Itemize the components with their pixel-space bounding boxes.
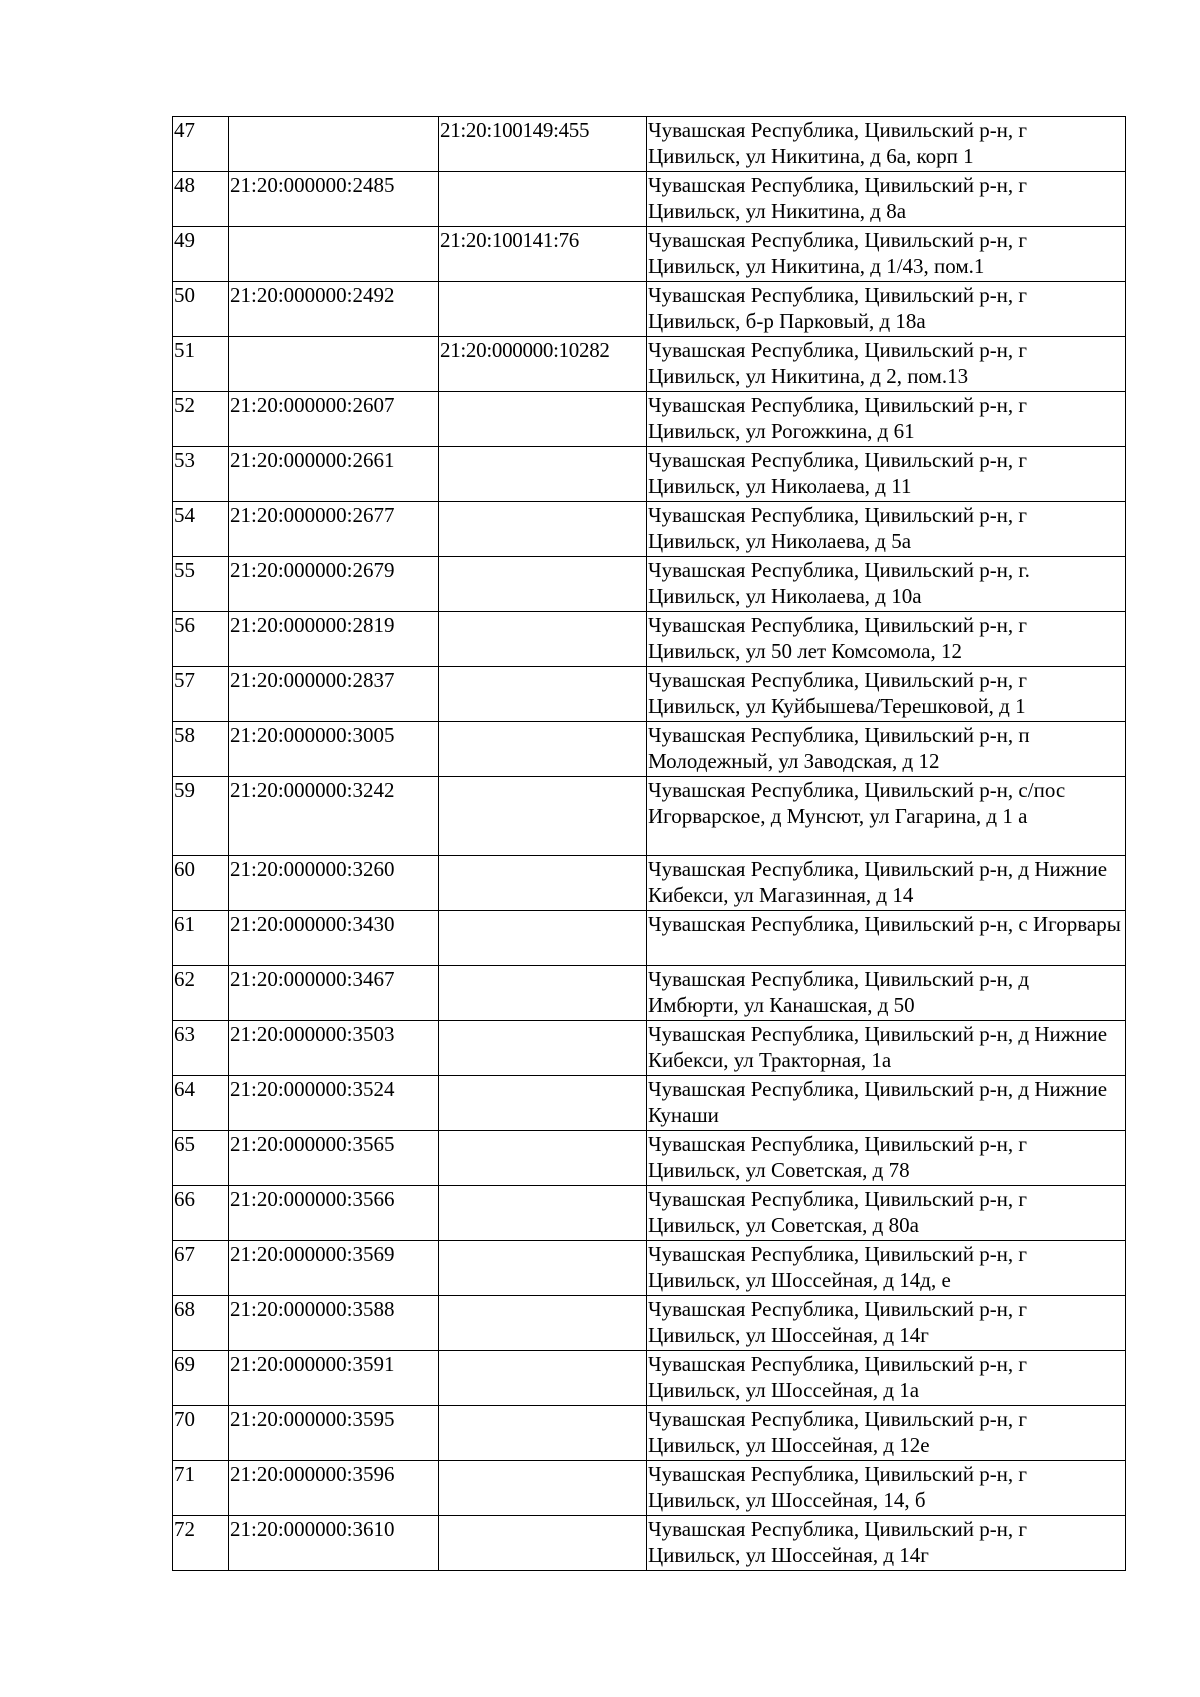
- table-row: [173, 1241, 1126, 1296]
- row-number-cell: 60: [173, 856, 229, 911]
- address-cell: Чувашская Республика, Цивильский р-н, г. Цивильск, ул Николаева, д 10а: [647, 557, 1126, 612]
- cadastral-number-cell: 21:20:000000:3524: [229, 1076, 439, 1131]
- room-cadastral-number-cell: [439, 502, 647, 557]
- row-number-cell: 71: [173, 1461, 229, 1516]
- table-row: [173, 966, 1126, 1021]
- table-row: [173, 1021, 1126, 1076]
- room-cadastral-number-cell: [439, 282, 647, 337]
- table-row: [173, 612, 1126, 667]
- row-number-cell: 55: [173, 557, 229, 612]
- room-cadastral-number-cell: [439, 1461, 647, 1516]
- row-number-cell: 49: [173, 227, 229, 282]
- table-row: [173, 1186, 1126, 1241]
- cadastral-number-cell: 21:20:000000:2837: [229, 667, 439, 722]
- address-cell: Чувашская Республика, Цивильский р-н, г Цивильск, ул Никитина, д 2, пом.13: [647, 337, 1126, 392]
- room-cadastral-number-cell: [439, 911, 647, 966]
- cadastral-number-cell: 21:20:000000:3595: [229, 1406, 439, 1461]
- cadastral-number-cell: 21:20:000000:2492: [229, 282, 439, 337]
- table-row: [173, 1461, 1126, 1516]
- address-cell: Чувашская Республика, Цивильский р-н, г Цивильск, ул Шоссейная, д 1а: [647, 1351, 1126, 1406]
- room-cadastral-number-cell: [439, 1186, 647, 1241]
- address-cell: Чувашская Республика, Цивильский р-н, с Игорвары: [647, 911, 1126, 966]
- room-cadastral-number-cell: 21:20:100149:455: [439, 117, 647, 172]
- cadastral-number-cell: 21:20:000000:3430: [229, 911, 439, 966]
- room-cadastral-number-cell: [439, 612, 647, 667]
- room-cadastral-number-cell: [439, 1296, 647, 1351]
- room-cadastral-number-cell: 21:20:100141:76: [439, 227, 647, 282]
- room-cadastral-number-cell: [439, 1351, 647, 1406]
- table-row: [173, 227, 1126, 282]
- row-number-cell: 51: [173, 337, 229, 392]
- address-cell: Чувашская Республика, Цивильский р-н, г Цивильск, ул Советская, д 80а: [647, 1186, 1126, 1241]
- room-cadastral-number-cell: [439, 1241, 647, 1296]
- address-cell: Чувашская Республика, Цивильский р-н, д Нижние Кибекси, ул Тракторная, 1а: [647, 1021, 1126, 1076]
- row-number-cell: 47: [173, 117, 229, 172]
- table-row: [173, 1351, 1126, 1406]
- cadastral-number-cell: 21:20:000000:2679: [229, 557, 439, 612]
- cadastral-number-cell: 21:20:000000:3005: [229, 722, 439, 777]
- cadastral-number-cell: 21:20:000000:3588: [229, 1296, 439, 1351]
- row-number-cell: 72: [173, 1516, 229, 1571]
- address-cell: Чувашская Республика, Цивильский р-н, г Цивильск, ул Шоссейная, д 14д, е: [647, 1241, 1126, 1296]
- address-cell: Чувашская Республика, Цивильский р-н, г Цивильск, ул Советская, д 78: [647, 1131, 1126, 1186]
- cadastral-number-cell: 21:20:000000:3591: [229, 1351, 439, 1406]
- table-row: [173, 1131, 1126, 1186]
- room-cadastral-number-cell: [439, 966, 647, 1021]
- room-cadastral-number-cell: [439, 1516, 647, 1571]
- address-cell: Чувашская Республика, Цивильский р-н, г Цивильск, б-р Парковый, д 18а: [647, 282, 1126, 337]
- address-cell: Чувашская Республика, Цивильский р-н, г Цивильск, ул Николаева, д 5а: [647, 502, 1126, 557]
- cadastral-number-cell: 21:20:000000:3260: [229, 856, 439, 911]
- address-cell: Чувашская Республика, Цивильский р-н, г Цивильск, ул Николаева, д 11: [647, 447, 1126, 502]
- address-cell: Чувашская Республика, Цивильский р-н, д Нижние Кунаши: [647, 1076, 1126, 1131]
- table-row: [173, 1076, 1126, 1131]
- table-row: [173, 557, 1126, 612]
- cadastral-number-cell: [229, 117, 439, 172]
- row-number-cell: 65: [173, 1131, 229, 1186]
- table-row: [173, 1406, 1126, 1461]
- address-cell: Чувашская Республика, Цивильский р-н, г Цивильск, ул Никитина, д 1/43, пом.1: [647, 227, 1126, 282]
- address-cell: Чувашская Республика, Цивильский р-н, п Молодежный, ул Заводская, д 12: [647, 722, 1126, 777]
- room-cadastral-number-cell: [439, 856, 647, 911]
- cadastral-number-cell: 21:20:000000:2677: [229, 502, 439, 557]
- address-cell: Чувашская Республика, Цивильский р-н, г Цивильск, ул Шоссейная, д 14г: [647, 1516, 1126, 1571]
- cadastral-number-cell: 21:20:000000:3596: [229, 1461, 439, 1516]
- address-cell: Чувашская Республика, Цивильский р-н, г Цивильск, ул 50 лет Комсомола, 12: [647, 612, 1126, 667]
- row-number-cell: 61: [173, 911, 229, 966]
- table-row: [173, 911, 1126, 966]
- room-cadastral-number-cell: [439, 1076, 647, 1131]
- row-number-cell: 52: [173, 392, 229, 447]
- row-number-cell: 66: [173, 1186, 229, 1241]
- table-row: [173, 777, 1126, 856]
- row-number-cell: 57: [173, 667, 229, 722]
- room-cadastral-number-cell: [439, 1021, 647, 1076]
- room-cadastral-number-cell: [439, 447, 647, 502]
- cadastral-number-cell: 21:20:000000:3242: [229, 777, 439, 856]
- table-row: [173, 667, 1126, 722]
- address-cell: Чувашская Республика, Цивильский р-н, г Цивильск, ул Никитина, д 8а: [647, 172, 1126, 227]
- cadastral-number-cell: 21:20:000000:3565: [229, 1131, 439, 1186]
- cadastral-number-cell: 21:20:000000:2485: [229, 172, 439, 227]
- address-cell: Чувашская Республика, Цивильский р-н, с/пос Игорварское, д Мунсют, ул Гагарина, д 1 а: [647, 777, 1126, 856]
- row-number-cell: 63: [173, 1021, 229, 1076]
- row-number-cell: 67: [173, 1241, 229, 1296]
- table-row: [173, 1516, 1126, 1571]
- room-cadastral-number-cell: 21:20:000000:10282: [439, 337, 647, 392]
- cadastral-number-cell: 21:20:000000:3467: [229, 966, 439, 1021]
- table-row: [173, 172, 1126, 227]
- table-row: [173, 282, 1126, 337]
- address-cell: Чувашская Республика, Цивильский р-н, г Цивильск, ул Шоссейная, д 12е: [647, 1406, 1126, 1461]
- row-number-cell: 59: [173, 777, 229, 856]
- table-row: [173, 1296, 1126, 1351]
- address-cell: Чувашская Республика, Цивильский р-н, д Нижние Кибекси, ул Магазинная, д 14: [647, 856, 1126, 911]
- row-number-cell: 48: [173, 172, 229, 227]
- cadastral-number-cell: 21:20:000000:2661: [229, 447, 439, 502]
- table-row: [173, 447, 1126, 502]
- cadastral-number-cell: 21:20:000000:2819: [229, 612, 439, 667]
- cadastral-number-cell: [229, 337, 439, 392]
- cadastral-number-cell: 21:20:000000:2607: [229, 392, 439, 447]
- row-number-cell: 62: [173, 966, 229, 1021]
- row-number-cell: 56: [173, 612, 229, 667]
- table-row: [173, 392, 1126, 447]
- address-cell: Чувашская Республика, Цивильский р-н, г Цивильск, ул Шоссейная, д 14г: [647, 1296, 1126, 1351]
- room-cadastral-number-cell: [439, 1406, 647, 1461]
- row-number-cell: 50: [173, 282, 229, 337]
- property-table-body: [173, 117, 1126, 1571]
- room-cadastral-number-cell: [439, 777, 647, 856]
- row-number-cell: 53: [173, 447, 229, 502]
- row-number-cell: 54: [173, 502, 229, 557]
- row-number-cell: 68: [173, 1296, 229, 1351]
- room-cadastral-number-cell: [439, 172, 647, 227]
- table-row: [173, 117, 1126, 172]
- address-cell: Чувашская Республика, Цивильский р-н, г Цивильск, ул Шоссейная, 14, б: [647, 1461, 1126, 1516]
- address-cell: Чувашская Республика, Цивильский р-н, д Имбюрти, ул Канашская, д 50: [647, 966, 1126, 1021]
- table-row: [173, 856, 1126, 911]
- table-row: [173, 502, 1126, 557]
- cadastral-number-cell: 21:20:000000:3503: [229, 1021, 439, 1076]
- row-number-cell: 58: [173, 722, 229, 777]
- room-cadastral-number-cell: [439, 722, 647, 777]
- cadastral-number-cell: 21:20:000000:3566: [229, 1186, 439, 1241]
- room-cadastral-number-cell: [439, 1131, 647, 1186]
- room-cadastral-number-cell: [439, 667, 647, 722]
- cadastral-number-cell: [229, 227, 439, 282]
- table-row: [173, 722, 1126, 777]
- room-cadastral-number-cell: [439, 557, 647, 612]
- room-cadastral-number-cell: [439, 392, 647, 447]
- address-cell: Чувашская Республика, Цивильский р-н, г Цивильск, ул Рогожкина, д 61: [647, 392, 1126, 447]
- row-number-cell: 69: [173, 1351, 229, 1406]
- address-cell: Чувашская Республика, Цивильский р-н, г Цивильск, ул Никитина, д 6а, корп 1: [647, 117, 1126, 172]
- property-table: [172, 116, 1126, 1571]
- row-number-cell: 70: [173, 1406, 229, 1461]
- cadastral-number-cell: 21:20:000000:3610: [229, 1516, 439, 1571]
- row-number-cell: 64: [173, 1076, 229, 1131]
- address-cell: Чувашская Республика, Цивильский р-н, г Цивильск, ул Куйбышева/Терешковой, д 1: [647, 667, 1126, 722]
- cadastral-number-cell: 21:20:000000:3569: [229, 1241, 439, 1296]
- table-row: [173, 337, 1126, 392]
